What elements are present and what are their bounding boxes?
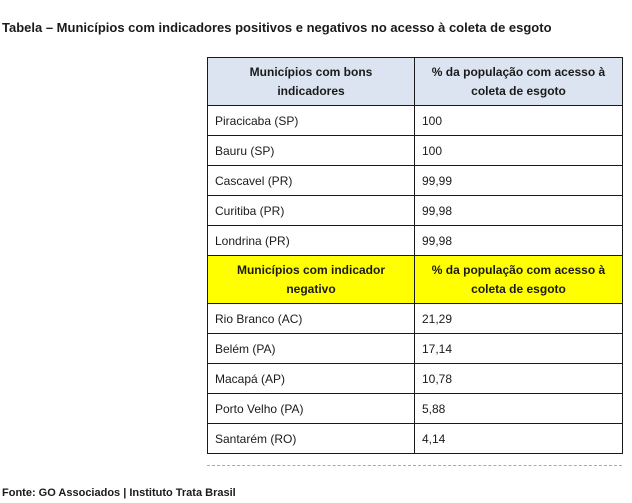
- city-cell: Cascavel (PR): [208, 166, 415, 196]
- percent-cell: 99,99: [415, 166, 623, 196]
- negative-indicator-header-row: [208, 256, 623, 304]
- table-row: [208, 106, 623, 136]
- city-cell: Porto Velho (PA): [208, 394, 415, 424]
- percent-cell: 21,29: [415, 304, 623, 334]
- city-cell: Londrina (PR): [208, 226, 415, 256]
- percent-cell: 17,14: [415, 334, 623, 364]
- percent-cell: 100: [415, 106, 623, 136]
- bad-header-percent: % da população com acesso à coleta de esgoto: [415, 256, 623, 304]
- good-header-percent: % da população com acesso à coleta de esgoto: [415, 58, 623, 106]
- table-row: [208, 196, 623, 226]
- table-title: Tabela – Municípios com indicadores positivos e negativos no acesso à coleta de esgoto: [2, 20, 552, 35]
- table-row: [208, 304, 623, 334]
- table-row: [208, 334, 623, 364]
- city-cell: Curitiba (PR): [208, 196, 415, 226]
- good-header-city: Municípios com bons indicadores: [208, 58, 415, 106]
- table-row: [208, 136, 623, 166]
- source-caption: Fonte: GO Associados | Instituto Trata Brasil: [2, 487, 236, 499]
- city-cell: Macapá (AP): [208, 364, 415, 394]
- table-row: [208, 166, 623, 196]
- percent-cell: 5,88: [415, 394, 623, 424]
- percent-cell: 4,14: [415, 424, 623, 454]
- table-row: [208, 364, 623, 394]
- table-row: [208, 424, 623, 454]
- percent-cell: 99,98: [415, 226, 623, 256]
- percent-cell: 100: [415, 136, 623, 166]
- city-cell: Belém (PA): [208, 334, 415, 364]
- city-cell: Rio Branco (AC): [208, 304, 415, 334]
- sanitation-table: [207, 57, 623, 454]
- table-row: [208, 226, 623, 256]
- table-row: [208, 394, 623, 424]
- city-cell: Bauru (SP): [208, 136, 415, 166]
- percent-cell: 10,78: [415, 364, 623, 394]
- city-cell: Piracicaba (SP): [208, 106, 415, 136]
- good-indicators-header-row: [208, 58, 623, 106]
- city-cell: Santarém (RO): [208, 424, 415, 454]
- bad-header-city: Municípios com indicador negativo: [208, 256, 415, 304]
- divider: [207, 465, 622, 466]
- percent-cell: 99,98: [415, 196, 623, 226]
